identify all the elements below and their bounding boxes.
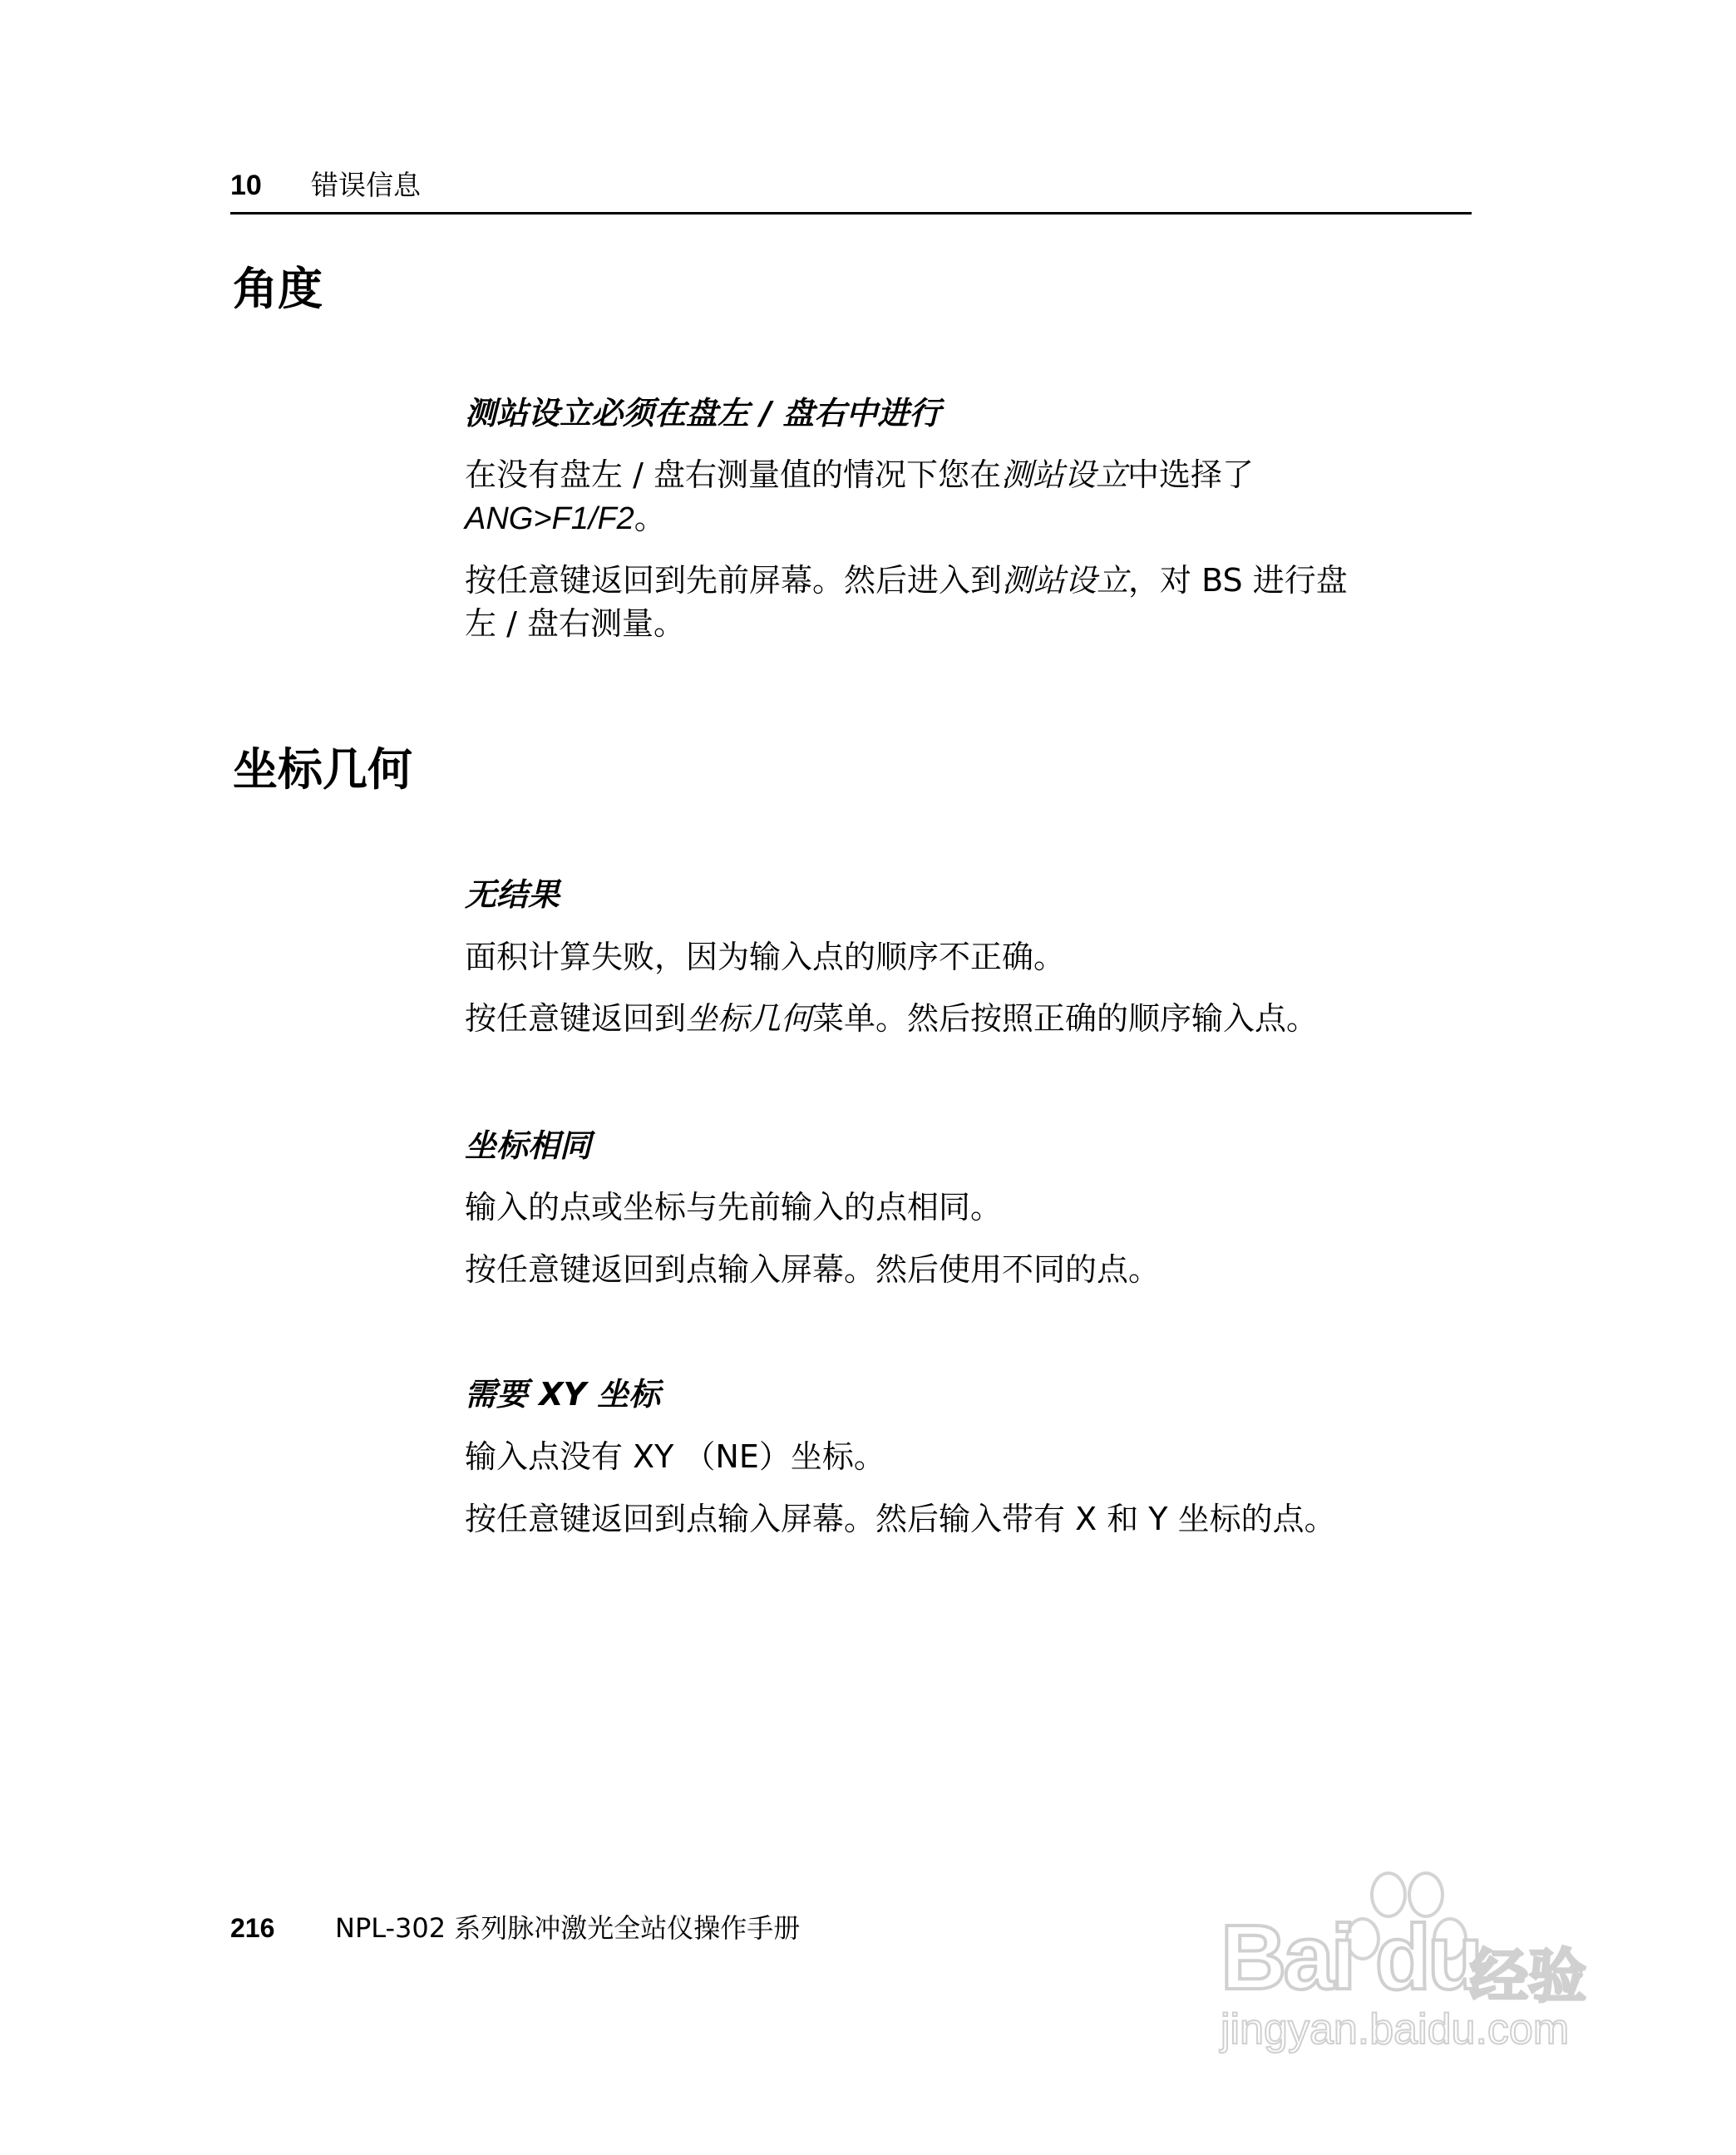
section-title-angle: 角度 — [233, 263, 323, 315]
manual-title: NPL-302 系列脉冲激光全站仪操作手册 — [335, 1912, 801, 1944]
error-action — [465, 560, 1348, 600]
chapter-number: 10 — [230, 170, 262, 201]
page-number: 216 — [230, 1913, 275, 1943]
error-action — [465, 999, 1318, 1038]
error-heading: 坐标相同 — [465, 1127, 592, 1164]
text: ，对 BS 进行盘 — [1128, 562, 1348, 599]
error-description: 输入点没有 XY （NE）坐标。 — [465, 1438, 885, 1475]
watermark-brand: Bai du — [1221, 1906, 1481, 2009]
text: 。 — [634, 500, 666, 536]
text: 菜单。然后按照正确的顺序输入点。 — [812, 1000, 1319, 1037]
error-description-line2 — [465, 498, 666, 539]
key-reference: ANG>F1/F2 — [465, 501, 634, 536]
menu-reference: 坐标几何 — [686, 1000, 813, 1037]
error-heading: 需要 XY 坐标 — [465, 1376, 661, 1413]
header-rule — [230, 212, 1472, 215]
error-description — [465, 455, 1254, 495]
error-action-line2: 左 / 盘右测量。 — [465, 605, 685, 642]
text: 在没有盘左 / 盘右测量值的情况下您在 — [465, 456, 1001, 493]
section-title-cogo: 坐标几何 — [233, 743, 412, 796]
watermark-brand-cn: 经验 — [1470, 1942, 1586, 2010]
baidu-watermark — [1221, 1871, 1611, 2059]
error-description: 输入的点或坐标与先前输入的点相同。 — [465, 1189, 1003, 1225]
text: 按任意键返回到先前屏幕。然后进入到 — [465, 562, 1003, 599]
text: 按任意键返回到 — [465, 1000, 687, 1037]
error-action: 按任意键返回到点输入屏幕。然后输入带有 X 和 Y 坐标的点。 — [465, 1501, 1336, 1537]
error-heading: 无结果 — [465, 876, 560, 913]
error-description: 面积计算失败，因为输入点的顺序不正确。 — [465, 939, 1066, 975]
error-heading: 测站设立必须在盘左 / 盘右中进行 — [465, 395, 941, 431]
menu-reference: 测站设立 — [1000, 456, 1127, 493]
error-action: 按任意键返回到点输入屏幕。然后使用不同的点。 — [465, 1251, 1161, 1288]
menu-reference: 测站设立 — [1002, 562, 1129, 599]
watermark-url: jingyan.baidu.com — [1221, 2005, 1570, 2054]
chapter-title: 错误信息 — [311, 169, 421, 201]
text: 中选择了 — [1127, 456, 1254, 493]
